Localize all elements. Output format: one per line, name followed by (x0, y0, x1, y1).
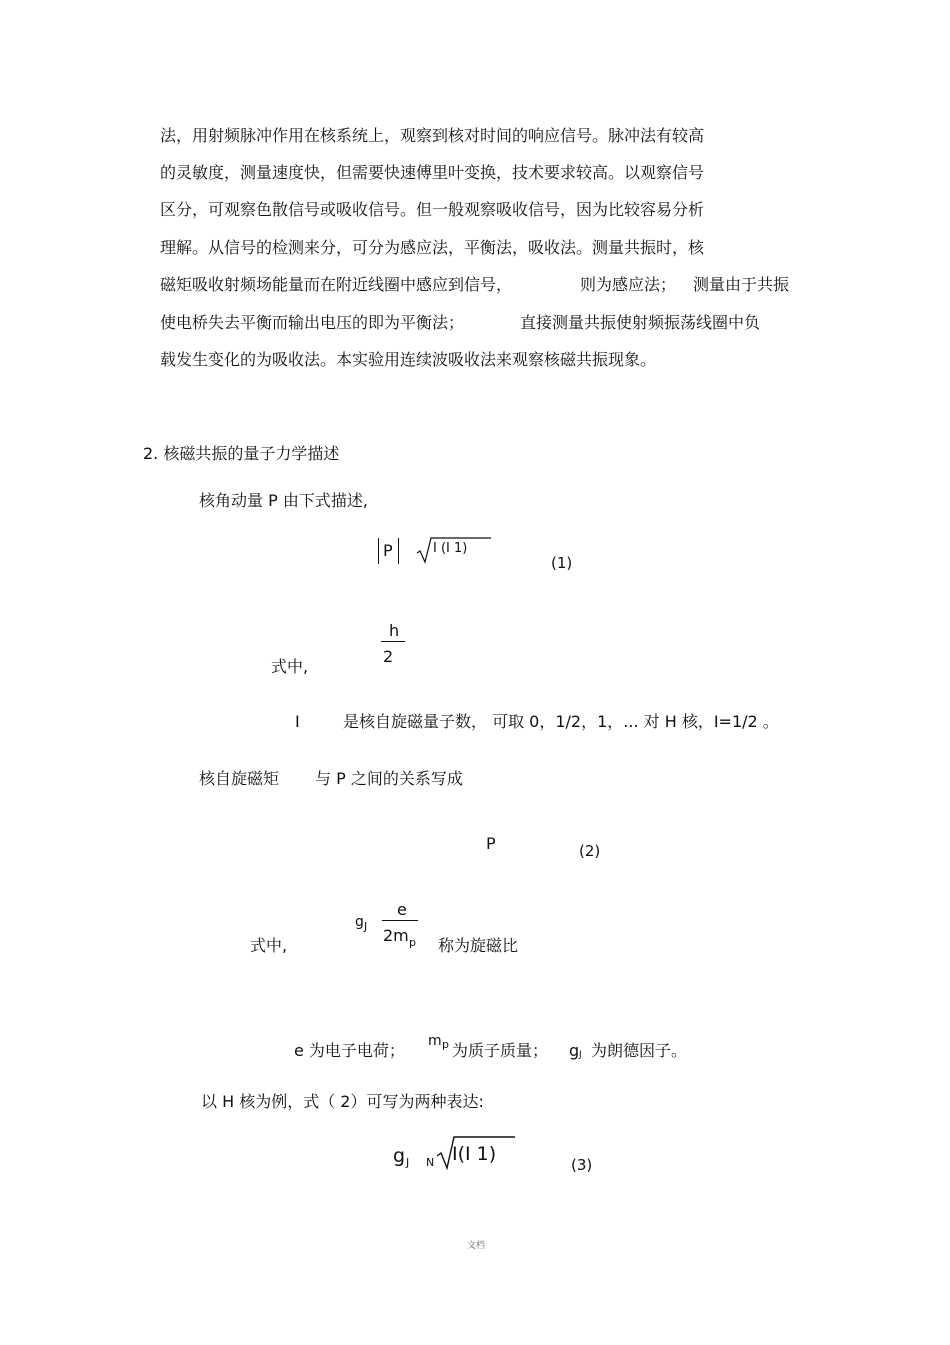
hbar-numerator: h (389, 621, 400, 640)
paragraph-line-5b: 则为感应法； (580, 275, 677, 294)
example-text: 以 H 核为例，式（ 2）可写为两种表达: (201, 1092, 484, 1111)
proton-mass-m: m (428, 1033, 442, 1049)
gamma-fraction-bar (382, 920, 418, 921)
hbar-denominator: 2 (383, 647, 394, 666)
eq2-P: P (486, 834, 496, 853)
electron-charge-def: e 为电子电荷； (294, 1041, 405, 1060)
eq3-nuclear-magneton-subscript: N (426, 1156, 435, 1169)
magnetic-moment-text-a: 核自旋磁矩 (199, 769, 280, 788)
spin-quantum-description: 是核自旋磁量子数， 可取 0，1/2，1，... 对 H 核，I=1/2 。 (343, 712, 779, 731)
where-label-2: 式中, (250, 936, 288, 955)
eq3-g-subscript: J (406, 1156, 410, 1169)
paragraph-line-6b: 直接测量共振使射频振荡线圈中负 (520, 313, 761, 332)
eq3-radicand: I(I 1) (452, 1143, 497, 1165)
where-label-1: 式中, (271, 657, 309, 676)
paragraph-line-7: 载发生变化的为吸收法。本实验用连续波吸收法来观察核磁共振现象。 (160, 350, 657, 369)
gamma-denominator-subscript: p (409, 936, 416, 949)
paragraph-line-2: 的灵敏度，测量速度快，但需要快速傅里叶变换，技术要求较高。以观察信号 (160, 163, 705, 182)
eq1-number: (1) (551, 554, 573, 572)
hbar-fraction-bar (381, 641, 405, 642)
eq3-number: (3) (571, 1156, 593, 1174)
abs-bar-left (378, 538, 379, 564)
gamma-numerator: e (397, 900, 407, 919)
magnetic-moment-text-b: 与 P 之间的关系写成 (315, 769, 463, 788)
gamma-g-subscript: J (364, 920, 368, 933)
paragraph-line-1: 法，用射频脉冲作用在核系统上，观察到核对时间的响应信号。脉冲法有较高 (160, 126, 705, 145)
eq1-radicand: I (I 1) (433, 541, 468, 556)
lande-factor-def: 为朗德因子。 (591, 1041, 688, 1060)
paragraph-line-3: 区分，可观察色散信号或吸收信号。但一般观察吸收信号，因为比较容易分析 (160, 200, 705, 219)
eq2-number: (2) (579, 842, 601, 860)
proton-mass-subscript: p (442, 1038, 449, 1051)
paragraph-line-6a: 使电桥失去平衡而输出电压的即为平衡法； (160, 313, 465, 332)
lande-g: g (569, 1041, 580, 1060)
eq3-g: g (393, 1145, 406, 1167)
page-footer: 文档 (467, 1241, 486, 1251)
abs-bar-right (398, 538, 399, 564)
intro-angular-momentum: 核角动量 P 由下式描述, (199, 491, 368, 510)
gyromagnetic-ratio-label: 称为旋磁比 (438, 936, 519, 955)
gamma-g: g (355, 914, 364, 930)
proton-mass-def: 为质子质量； (452, 1041, 549, 1060)
section-heading: 2. 核磁共振的量子力学描述 (143, 444, 340, 463)
paragraph-line-5c: 测量由于共振 (693, 275, 790, 294)
gamma-denominator: 2m (383, 926, 409, 945)
eq1-P: P (383, 541, 393, 560)
paragraph-line-5a: 磁矩吸收射频场能量而在附近线圈中感应到信号， (160, 275, 513, 294)
paragraph-line-4: 理解。从信号的检测来分，可分为感应法，平衡法，吸收法。测量共振时，核 (160, 238, 705, 257)
lande-g-subscript: J (579, 1050, 582, 1060)
spin-quantum-symbol: I (295, 712, 300, 731)
